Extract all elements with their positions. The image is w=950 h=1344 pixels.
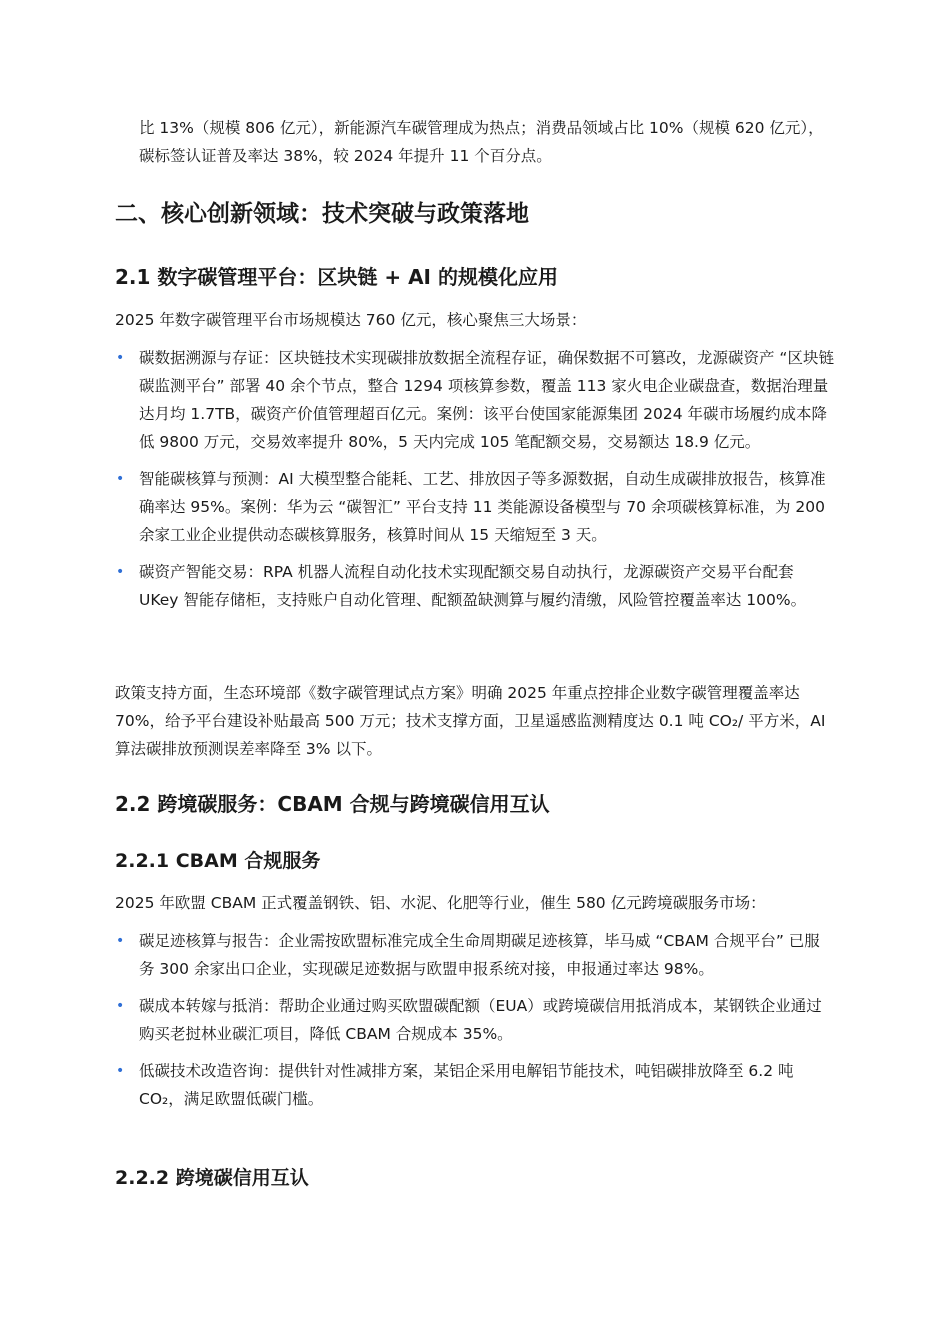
section-2-2-1-heading: 2.2.1 CBAM 合规服务 (115, 850, 321, 872)
section-2-1-lead: 2025 年数字碳管理平台市场规模达 760 亿元，核心聚焦三大场景： (115, 311, 587, 329)
bullet-dot-icon: • (116, 933, 125, 949)
bullet-dot-icon: • (116, 1063, 125, 1079)
section-2-1-policy-paragraph: 政策支持方面，生态环境部《数字碳管理试点方案》明确 2025 年重点控排企业数字碳管理覆盖率达 70%，给予平台建设补贴最高 500 万元；技术支撑方面，卫星遥感监测精度达 0.1 吨 CO₂/ 平方米，AI 算法碳排放预测误差率降至 3% 以下。 (115, 684, 826, 758)
list-item-text: 碳足迹核算与报告：企业需按欧盟标准完成全生命周期碳足迹核算，毕马威 “CBAM 合规平台” 已服务 300 余家出口企业，实现碳足迹数据与欧盟申报系统对接，申报通过率达 98%。 (139, 932, 820, 978)
section-2-heading: 二、核心创新领域：技术突破与政策落地 (115, 201, 529, 227)
bullet-dot-icon: • (116, 998, 125, 1014)
bullet-dot-icon: • (116, 564, 125, 580)
list-item (115, 1057, 835, 1113)
list-item-text: 低碳技术改造咨询：提供针对性减排方案，某铝企采用电解铝节能技术，吨铝碳排放降至 6.2 吨 CO₂，满足欧盟低碳门槛。 (139, 1062, 794, 1108)
list-item (115, 927, 835, 983)
list-item (115, 992, 835, 1048)
list-item (115, 465, 835, 549)
list-item-text: 碳数据溯源与存证：区块链技术实现碳排放数据全流程存证，确保数据不可篡改，龙源碳资产 “区块链碳监测平台” 部署 40 余个节点，整合 1294 项核算参数，覆盖 113 家火电企业碳盘查，数据治理量达月均 1.7TB，碳资产价值管理超百亿元。案例：该平台使国家能源集团 2024 年碳市场履约成本降低 9800 万元，交易效率提升 80%，5 天内完成 105 笔配额交易，交易额达 18.9 亿元。 (139, 349, 834, 451)
section-2-2-1-lead: 2025 年欧盟 CBAM 正式覆盖钢铁、铝、水泥、化肥等行业，催生 580 亿元跨境碳服务市场： (115, 894, 766, 912)
bullet-dot-icon: • (116, 350, 125, 366)
section-2-2-2-heading: 2.2.2 跨境碳信用互认 (115, 1167, 309, 1189)
list-item (115, 344, 835, 456)
section-2-1-bullet-list (115, 344, 835, 614)
list-item (115, 558, 835, 614)
list-item-text: 智能碳核算与预测：AI 大模型整合能耗、工艺、排放因子等多源数据，自动生成碳排放报告，核算准确率达 95%。案例：华为云 “碳智汇” 平台支持 11 类能源设备模型与 70 余项碳核算标准，为 200 余家工业企业提供动态碳核算服务，核算时间从 15 天缩短至 3 天。 (139, 470, 826, 544)
section-2-2-heading: 2.2 跨境碳服务：CBAM 合规与跨境碳信用互认 (115, 792, 550, 816)
list-item-text: 碳资产智能交易：RPA 机器人流程自动化技术实现配额交易自动执行，龙源碳资产交易平台配套 UKey 智能存储柜，支持账户自动化管理、配额盈缺测算与履约清缴，风险管控覆盖率达 100%。 (139, 563, 807, 609)
list-item-text: 碳成本转嫁与抵消：帮助企业通过购买欧盟碳配额（EUA）或跨境碳信用抵消成本，某钢铁企业通过购买老挝林业碳汇项目，降低 CBAM 合规成本 35%。 (139, 997, 822, 1043)
intro-paragraph: 比 13%（规模 806 亿元），新能源汽车碳管理成为热点；消费品领域占比 10%（规模 620 亿元），碳标签认证普及率达 38%，较 2024 年提升 11 个百分点。 (139, 119, 824, 165)
bullet-dot-icon: • (116, 471, 125, 487)
section-2-2-1-bullet-list (115, 927, 835, 1113)
section-2-1-heading: 2.1 数字碳管理平台：区块链 + AI 的规模化应用 (115, 265, 558, 289)
